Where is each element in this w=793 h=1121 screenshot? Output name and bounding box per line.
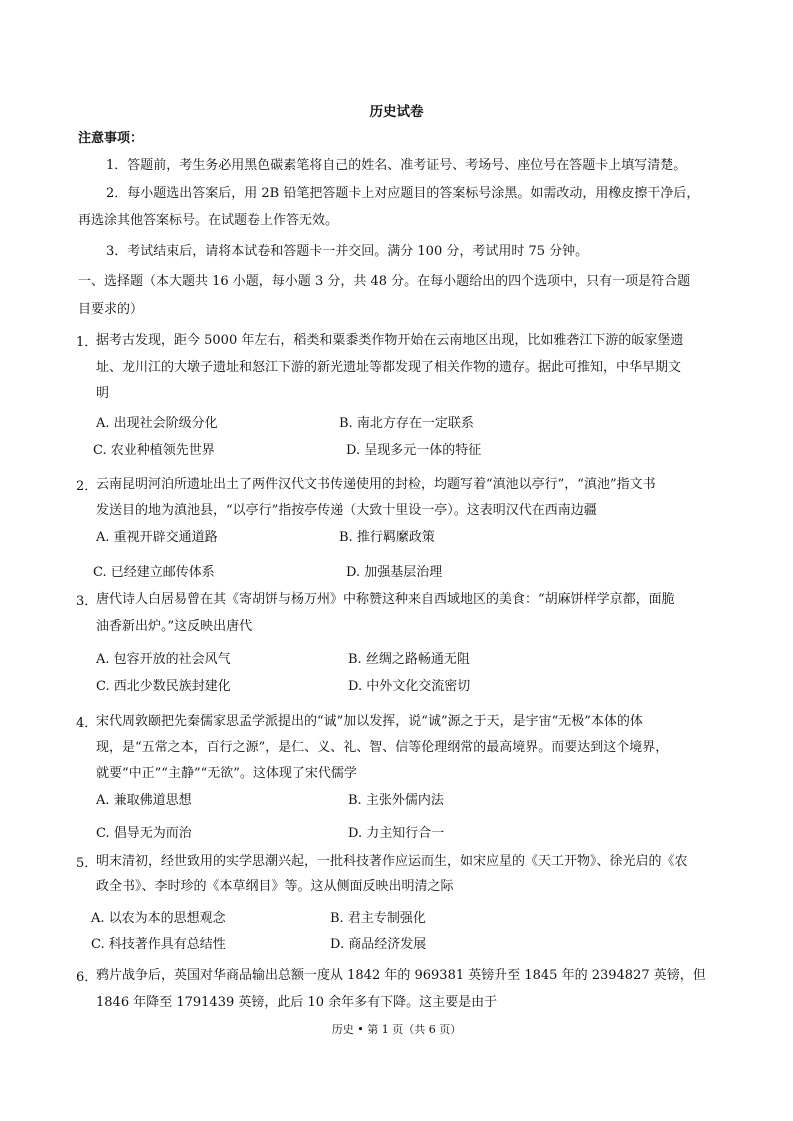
note-item-2-line1: 2．每小题选出答案后，用 2B 铅笔把答题卡上对应题目的答案标号涂黑。如需改动，用橡皮擦干净后， bbox=[106, 186, 700, 201]
section-heading-line2: 目要求的） bbox=[78, 302, 144, 317]
option-b[interactable]: B. 推行羁縻政策 bbox=[339, 530, 435, 545]
question-text-line: 唐代诗人白居易曾在其《寄胡饼与杨万州》中称赞这种来自西域地区的美食：“胡麻饼样学京都，面脆 bbox=[96, 592, 675, 607]
note-item-1: 1．答题前，考生务必用黑色碳素笔将自己的姓名、准考证号、考场号、座位号在答题卡上填写清楚。 bbox=[106, 158, 687, 173]
question-text-line: 宋代周敦颐把先秦儒家思孟学派提出的“诚”加以发挥，说“诚”源之于天，是宇宙“无极”本体的体 bbox=[96, 714, 643, 729]
question-text-line: 1846 年降至 1791439 英镑，此后 10 余年多有下降。这主要是由于 bbox=[96, 995, 498, 1010]
option-d[interactable]: D. 商品经济发展 bbox=[330, 937, 427, 952]
question-number: 4． bbox=[76, 716, 98, 731]
question-text-line: 发送目的地为滇池县，“以亭行”指按亭传递（大致十里设一亭）。这表明汉代在西南边疆 bbox=[96, 503, 597, 518]
option-d[interactable]: D. 力主知行合一 bbox=[348, 826, 445, 841]
question-number: 1． bbox=[76, 335, 98, 350]
page-footer: 历史 • 第 1 页（共 6 页） bbox=[331, 1023, 462, 1036]
question-text-line: 址、龙川江的大墩子遗址和怒江下游的新光遗址等都发现了相关作物的遗存。据此可推知，中华早期文 bbox=[96, 360, 682, 375]
section-heading-line1: 一、选择题（本大题共 16 小题，每小题 3 分，共 48 分。在每小题给出的四个选项中，只有一项是符合题 bbox=[78, 274, 691, 289]
option-b[interactable]: B. 丝绸之路畅通无阻 bbox=[348, 652, 470, 667]
option-d[interactable]: D. 加强基层治理 bbox=[346, 565, 443, 580]
option-a[interactable]: A. 重视开辟交通道路 bbox=[96, 530, 218, 545]
question-number: 6． bbox=[76, 970, 98, 985]
option-a[interactable]: A. 出现社会阶级分化 bbox=[96, 416, 218, 431]
option-b[interactable]: B. 主张外儒内法 bbox=[348, 793, 444, 808]
question-text-line: 油香新出炉。”这反映出唐代 bbox=[96, 619, 253, 634]
note-item-3: 3．考试结束后，请将本试卷和答题卡一并交回。满分 100 分，考试用时 75 分钟。 bbox=[106, 244, 589, 259]
question-number: 2． bbox=[76, 479, 98, 494]
option-a[interactable]: A. 以农为本的思想观念 bbox=[91, 911, 226, 926]
option-d[interactable]: D. 呈现多元一体的特征 bbox=[346, 443, 482, 458]
option-c[interactable]: C. 已经建立邮传体系 bbox=[93, 565, 215, 580]
question-number: 5． bbox=[76, 856, 98, 871]
question-text-line: 明 bbox=[96, 386, 110, 401]
question-text-line: 就要“中正”“主静”“无欲”。这体现了宋代儒学 bbox=[96, 766, 357, 781]
question-text-line: 政全书》、李时珍的《本草纲目》等。这从侧面反映出明清之际 bbox=[96, 879, 454, 894]
option-b[interactable]: B. 君主专制强化 bbox=[330, 911, 426, 926]
question-text-line: 现，是“五常之本，百行之源”，是仁、义、礼、智、信等伦理纲常的最高境界。而要达到这个境界， bbox=[96, 740, 669, 755]
option-d[interactable]: D. 中外文化交流密切 bbox=[348, 679, 471, 694]
page-title: 历史试卷 bbox=[369, 104, 424, 120]
question-text-line: 鸦片战争后，英国对华商品输出总额一度从 1842 年的 969381 英镑升至 1845 年的 2394827 英镑，但 bbox=[96, 968, 706, 983]
question-text-line: 明末清初，经世致用的实学思潮兴起，一批科技著作应运而生，如宋应星的《天工开物》、徐光启的《农 bbox=[96, 854, 688, 869]
option-c[interactable]: C. 西北少数民族封建化 bbox=[96, 679, 231, 694]
option-c[interactable]: C. 科技著作具有总结性 bbox=[91, 937, 226, 952]
option-c[interactable]: C. 农业种植领先世界 bbox=[93, 443, 215, 458]
option-b[interactable]: B. 南北方存在一定联系 bbox=[339, 416, 474, 431]
option-a[interactable]: A. 兼取佛道思想 bbox=[96, 793, 192, 808]
option-c[interactable]: C. 倡导无为而治 bbox=[96, 826, 192, 841]
question-text-line: 据考古发现，距今 5000 年左右，稻类和粟黍类作物开始在云南地区出现，比如雅砻江下游的皈家堡遗 bbox=[96, 333, 684, 348]
note-item-2-line2: 再选涂其他答案标号。在试题卷上作答无效。 bbox=[78, 213, 339, 228]
question-text-line: 云南昆明河泊所遗址出土了两件汉代文书传递使用的封检，均题写着“滇池以亭行”，“滇池”指文书 bbox=[96, 477, 656, 492]
notes-heading: 注意事项： bbox=[78, 131, 144, 146]
question-number: 3． bbox=[76, 594, 98, 609]
option-a[interactable]: A. 包容开放的社会风气 bbox=[96, 652, 231, 667]
